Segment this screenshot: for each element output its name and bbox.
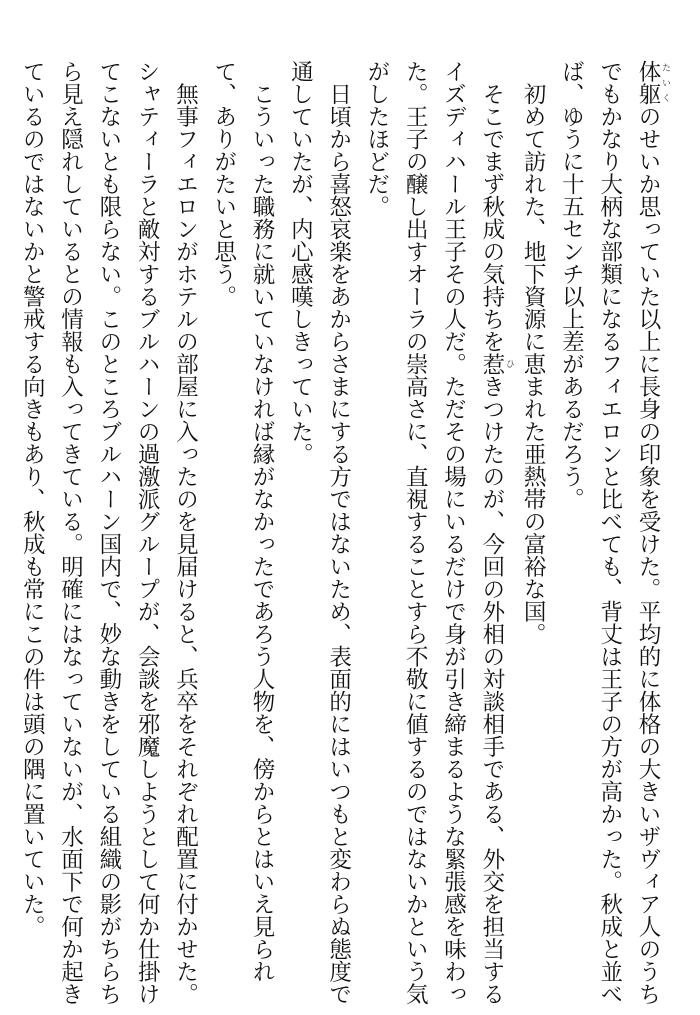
text-line-4: 初めて訪れた、地下資源に恵まれた亜熱帯の富裕な国。 <box>520 60 547 645</box>
vertical-text-body <box>13 60 670 1005</box>
text-line-1: 体躯 たいくのせいか思っていた以上に長身の印象を受けた。平均的に体格の大きいザヴィア人のうち <box>635 60 670 1005</box>
text-line-3: ば、ゆうに十五センチ以上差があるだろう。 <box>558 60 585 510</box>
text-line-13: 無事フィエロンがホテルの部屋に入ったのを見届けると、兵卒をそれぞれ配置に付かせた。 <box>172 60 199 1005</box>
text-line-16: ら見え隠れしているとの情報も入ってきている。明確にはなっていないが、水面下で何か起き <box>57 60 84 1005</box>
text-line-7: た。王子の醸し出すオーラの崇高さに、直視することすら不敬に値するのではないかという気 <box>402 60 429 1005</box>
text-line-14: シャティーラと敵対するブルハーンの過激派グループが、会談を邪魔しようとして何か仕掛け <box>134 60 161 1005</box>
text-line-11: こういった職務に就いていなければ縁がなかったであろう人物を、傍からとはいえ見られ <box>249 60 276 983</box>
text-line-2: でもかなり大柄な部類になるフィエロンと比べても、背丈は王子の方が高かった。秋成と並べ <box>596 60 623 1005</box>
ruby-hi: 惹 ひ <box>478 352 514 375</box>
furigana: たいく <box>660 60 670 105</box>
text-line-17: ているのではないかと警戒する向きもあり、秋成も常にこの件は頭の隅に置いていた。 <box>19 60 46 938</box>
text-line-9: 日頃から喜怒哀楽をあからさまにする方ではないため、表面的にはいつもと変わらぬ態度で <box>325 60 352 1005</box>
text-line-10: 通していたが、内心感嘆しきっていた。 <box>287 60 314 465</box>
text-line-8: がしたほどだ。 <box>363 60 390 218</box>
furigana: ひ <box>503 352 514 375</box>
ruby-taiku: 体躯 たいく <box>635 60 670 105</box>
text-line-12: て、ありがたいと思う。 <box>210 60 237 308</box>
text-line-15: てこないとも限らない。このところブルハーン国内で、妙な動きをしている組織の影がちらち <box>95 60 122 1005</box>
text-line-5: そこでまず秋成の気持ちを惹 ひきつけたのが、今回の外相の対談相手である、外交を担当する <box>478 60 514 1005</box>
text-line-6: イズディハール王子その人だ。ただその場にいるだけで身が引き締まるような緊張感を味わっ <box>440 60 467 1005</box>
